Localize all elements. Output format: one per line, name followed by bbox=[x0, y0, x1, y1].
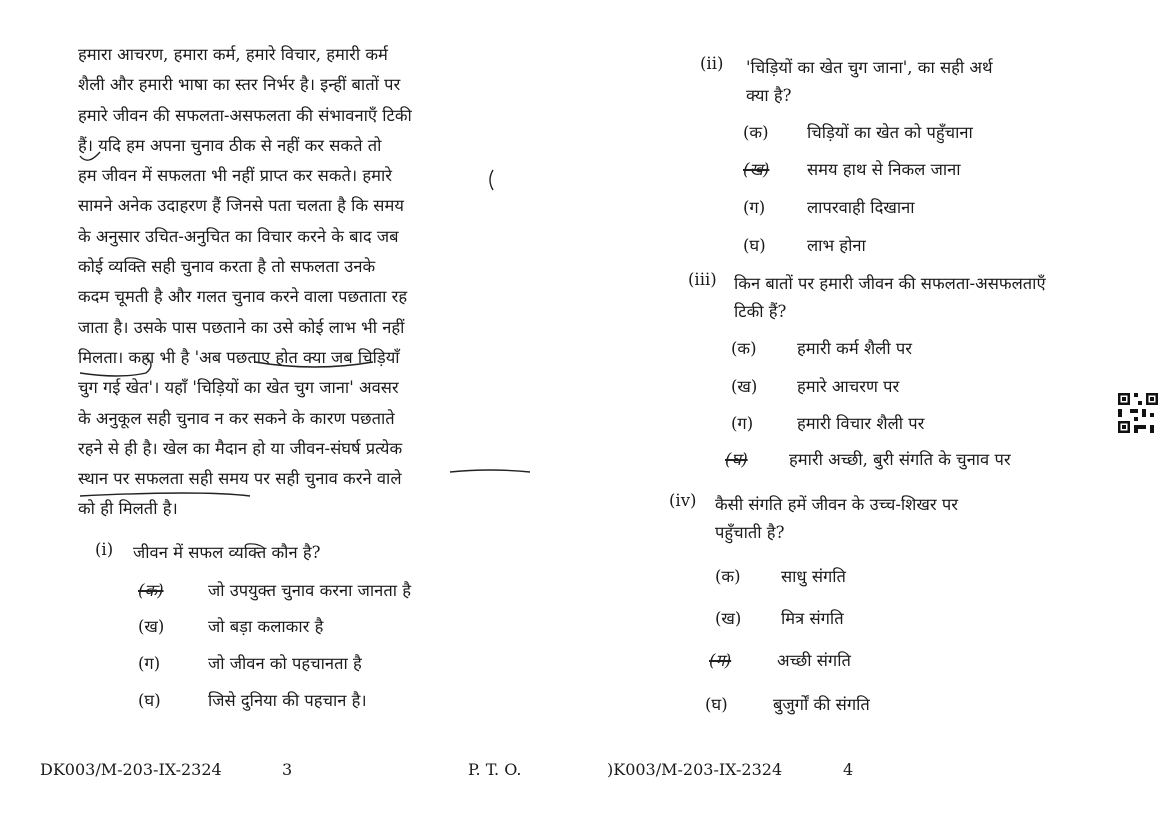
question-number: (iv) bbox=[669, 491, 697, 510]
passage-line: के अनुकूल सही चुनाव न कर सकने के कारण पछताते bbox=[78, 408, 395, 428]
option-text: लाभ होना bbox=[807, 236, 866, 255]
passage-line: हैं। यदि हम अपना चुनाव ठीक से नहीं कर सकते तो bbox=[78, 135, 382, 155]
option-label: (घ) bbox=[725, 450, 748, 469]
option-label: (घ) bbox=[705, 695, 728, 714]
option-text: हमारी कर्म शैली पर bbox=[797, 339, 912, 358]
option-label: (ग) bbox=[138, 654, 161, 673]
option-label: (ख) bbox=[715, 609, 742, 628]
option-text: समय हाथ से निकल जाना bbox=[807, 160, 961, 179]
option-label: (ग) bbox=[709, 651, 732, 670]
passage-line: को ही मिलती है। bbox=[78, 499, 178, 519]
passage-line: कोई व्यक्ति सही चुनाव करता है तो सफलता उनके bbox=[78, 257, 376, 277]
passage-line: रहने से ही है। खेल का मैदान हो या जीवन-संघर्ष प्रत्येक bbox=[78, 438, 403, 458]
pto-label: P. T. O. bbox=[468, 760, 522, 779]
passage-line: कदम चूमती है और गलत चुनाव करने वाला पछताता रह bbox=[78, 287, 408, 307]
option-label: (क) bbox=[715, 567, 741, 586]
question-text: 'चिड़ियों का खेत चुग जाना', का सही अर्थ bbox=[746, 58, 993, 77]
passage-line: शैली और हमारी भाषा का स्तर निर्भर है। इन्हीं बातों पर bbox=[78, 75, 401, 95]
option-text: जो बड़ा कलाकार है bbox=[208, 617, 324, 636]
passage-line: मिलता। कहा भी है 'अब पछताए होत क्या जब चिड़ियाँ bbox=[78, 347, 400, 367]
passage-line: हमारे जीवन की सफलता-असफलता की संभावनाएँ टिकी bbox=[78, 105, 412, 125]
option-text: अच्छी संगति bbox=[777, 651, 851, 670]
passage bbox=[78, 40, 536, 525]
passage-line: के अनुसार उचित-अनुचित का विचार करने के बाद जब bbox=[78, 226, 399, 246]
option-text: जो जीवन को पहचानता है bbox=[208, 654, 362, 673]
passage-line: हमारा आचरण, हमारा कर्म, हमारे विचार, हमारी कर्म bbox=[78, 45, 388, 64]
right-page bbox=[585, 0, 1169, 827]
passage-line: हम जीवन में सफलता भी नहीं प्राप्त कर सकते। हमारे bbox=[78, 166, 393, 186]
option-text: हमारी अच्छी, बुरी संगति के चुनाव पर bbox=[789, 450, 1011, 469]
option-label: (क) bbox=[743, 123, 769, 142]
qr-code-icon bbox=[1118, 393, 1158, 433]
question-text: पहुँचाती है? bbox=[715, 523, 785, 542]
question-text: कैसी संगति हमें जीवन के उच्च-शिखर पर bbox=[715, 495, 959, 514]
question-number: (i) bbox=[95, 540, 114, 559]
option-text: हमारे आचरण पर bbox=[797, 377, 900, 396]
question-number: (iii) bbox=[688, 270, 717, 289]
option-text: लापरवाही दिखाना bbox=[807, 198, 915, 217]
option-label: (ग) bbox=[731, 414, 754, 433]
question-4 bbox=[669, 491, 1139, 551]
option-text: चिड़ियों का खेत को पहुँचाना bbox=[807, 123, 973, 142]
passage-line: सामने अनेक उदाहरण हैं जिनसे पता चलता है कि समय bbox=[78, 196, 404, 216]
passage-line: जाता है। उसके पास पछताने का उसे कोई लाभ भी नहीं bbox=[78, 317, 405, 337]
passage-line: स्थान पर सफलता सही समय पर सही चुनाव करने वाले bbox=[78, 469, 402, 489]
question-text: जीवन में सफल व्यक्ति कौन है? bbox=[133, 543, 321, 562]
option-text: बुजुर्गों की संगति bbox=[773, 695, 870, 714]
option-label: (घ) bbox=[743, 236, 766, 255]
option-label: (घ) bbox=[138, 691, 161, 710]
question-1 bbox=[95, 540, 535, 570]
option-label: (ग) bbox=[743, 198, 766, 217]
option-label: (क) bbox=[731, 339, 757, 358]
option-text: जो उपयुक्त चुनाव करना जानता है bbox=[208, 581, 412, 600]
question-number: (ii) bbox=[700, 54, 724, 73]
page-number: 4 bbox=[843, 760, 854, 779]
option-label: (क) bbox=[138, 581, 164, 600]
question-text: किन बातों पर हमारी जीवन की सफलता-असफलताएँ bbox=[734, 274, 1046, 293]
option-label: (ख) bbox=[731, 377, 758, 396]
option-text: हमारी विचार शैली पर bbox=[797, 414, 925, 433]
page-number: 3 bbox=[282, 760, 293, 779]
option-text: मित्र संगति bbox=[781, 609, 844, 628]
question-text: टिकी हैं? bbox=[734, 302, 787, 321]
question-text: क्या है? bbox=[746, 86, 792, 105]
option-label: (ख) bbox=[138, 617, 165, 636]
option-label: (ख) bbox=[743, 160, 770, 179]
footer-code: DK003/M-203-IX-2324 bbox=[40, 760, 222, 779]
option-text: जिसे दुनिया की पहचान है। bbox=[208, 691, 367, 710]
footer-code: )K003/M-203-IX-2324 bbox=[607, 760, 783, 779]
question-3 bbox=[688, 270, 1148, 330]
question-2 bbox=[700, 54, 1140, 114]
passage-line: चुग गई खेत'। यहाँ 'चिड़ियों का खेत चुग जाना' अवसर bbox=[78, 378, 399, 398]
option-text: साधु संगति bbox=[781, 567, 846, 586]
